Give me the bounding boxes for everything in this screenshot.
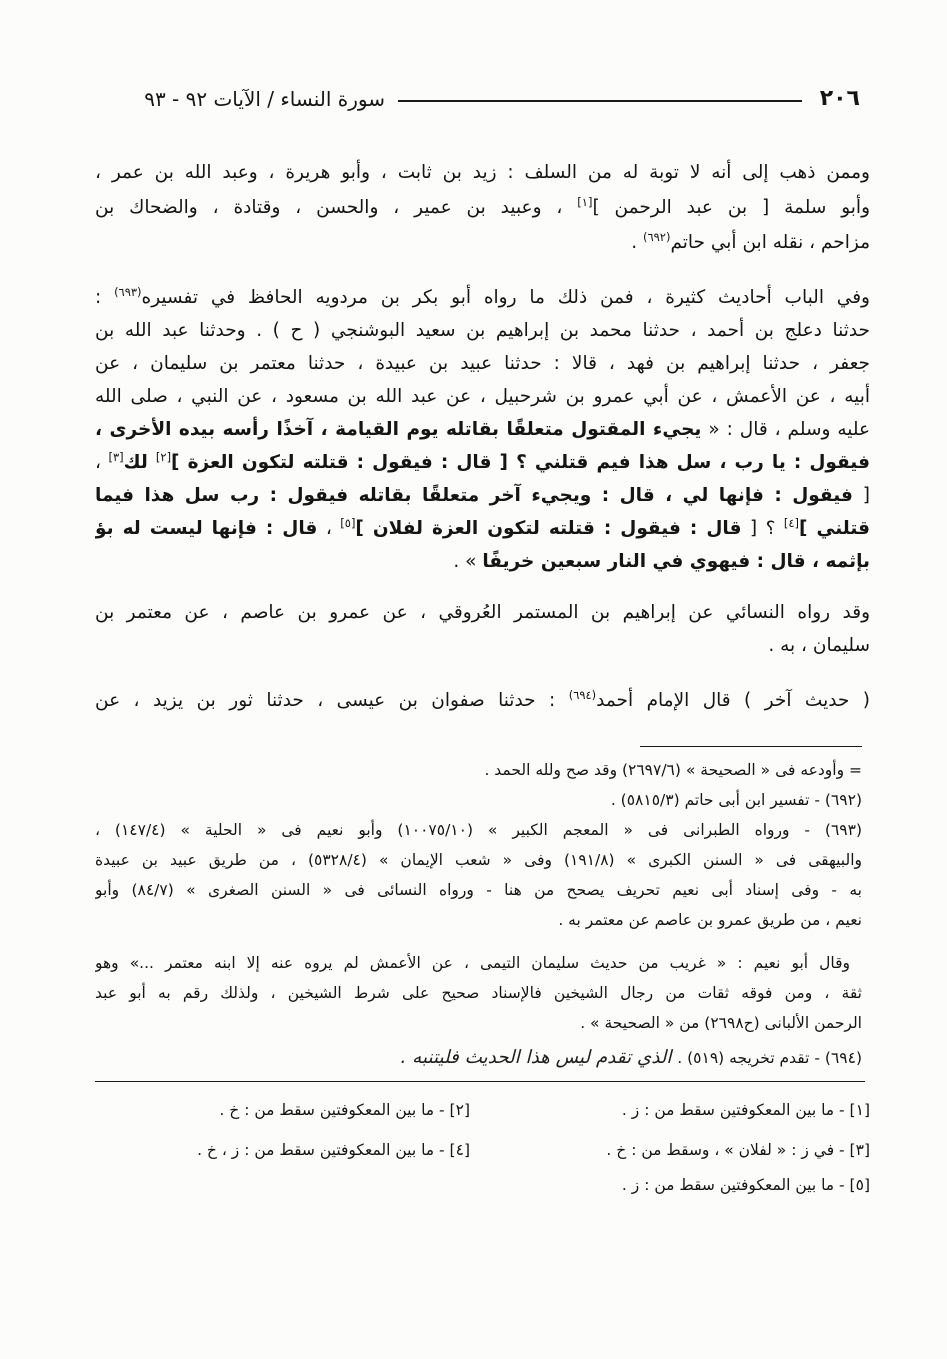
hadith-text: يجيء المقتول متعلقًا بقاتله يوم القيامة ، آخذًا رأسه بيده الأخرى ، xyxy=(95,419,702,440)
footnote-693-line: والبيهقى فى « السنن الكبرى » (١٩١/٨) وفى « شعب الإيمان » (٥٣٢٨/٤) ، من طريق عبيد بن عبيدة xyxy=(95,851,862,869)
body-line xyxy=(95,413,870,446)
line-text: وفي الباب أحاديث كثيرة ، فمن ذلك ما رواه أبو بكر بن مردويه الحافظ في تفسيره xyxy=(141,287,870,308)
footnote-ref: (٦٩٤) xyxy=(568,688,597,703)
footnote-ref: (٦٩٢) xyxy=(643,230,671,245)
body-line xyxy=(95,314,870,347)
line-text: جعفر ، حدثنا إبراهيم بن فهد ، قالا : حدثنا عبيد بن عبيدة ، حدثنا معتمر بن سليمان ، عن xyxy=(95,353,870,374)
line-text: عليه وسلم ، قال : « xyxy=(701,419,870,440)
line-text: [ xyxy=(852,485,870,506)
line-text: : xyxy=(95,287,115,308)
body-line xyxy=(95,684,870,717)
variant-note-3: [٣] - في ز : « لفلان » ، وسقط من : خ . xyxy=(606,1141,870,1159)
line-text: وأبو سلمة [ بن عبد الرحمن ] xyxy=(592,197,870,218)
line-text: ، xyxy=(95,452,109,473)
body-line xyxy=(95,479,870,512)
line-text: ؟ [ xyxy=(741,518,784,539)
footnote-693-line: الرحمن الألبانى (ح٢٦٩٨) من « الصحيحة » . xyxy=(580,1014,862,1032)
footnote-line: = وأودعه فى « الصحيحة » (٢٦٩٧/٦) وقد صح ولله الحمد . xyxy=(484,761,862,779)
paragraph-3 xyxy=(95,596,870,662)
hadith-text: قال : فإنها ليست له بؤ xyxy=(95,518,318,539)
footnote-693-line: به - وفى إسناد أبى نعيم تحريف يصحح من هنا - ورواه النسائى فى « السنن الصغرى » (٨٤/٧) وأبو xyxy=(95,881,862,899)
variant-note-2: [٢] - ما بين المعكوفتين سقط من : خ . xyxy=(219,1101,470,1119)
footnote-693-line: (٦٩٣) - ورواه الطبرانى فى « المعجم الكبير » (١٠٠٧٥/١٠) وأبو نعيم فى « الحلية » (١٤٧/٤) ، xyxy=(95,821,862,839)
footnote-694 xyxy=(95,1043,862,1073)
line-text: وقد رواه النسائي عن إبراهيم بن المستمر العُروقي ، عن عمرو بن عاصم ، عن معتمر بن xyxy=(95,602,870,623)
footnote-693-line: ثقة ، ومن فوقه ثقات من رجال الشيخين فالإسناد صحيح على شرط الشيخين ، ولذلك رقم به أبو عبد xyxy=(95,984,862,1002)
hadith-text: قال : فيقول : قتلته لتكون العزة لفلان ] xyxy=(355,518,742,539)
body-line xyxy=(95,190,870,225)
body-line xyxy=(95,225,870,260)
body-line xyxy=(95,380,870,413)
paragraph-4 xyxy=(95,684,870,717)
body-line xyxy=(95,155,870,190)
hadith-text: فيقول : يا رب ، سل هذا فيم قتلني ؟ [ قال : فيقول : قتلته لتكون العزة ] xyxy=(171,452,870,473)
paragraph-2 xyxy=(95,281,870,578)
handwritten-note: الذي تقدم ليس هذا الحديث فليتنبه . xyxy=(400,1047,678,1068)
page-number: ٢٠٦ xyxy=(819,86,860,111)
hadith-text: لك xyxy=(123,452,156,473)
body-line xyxy=(95,347,870,380)
hadith-text: فيقول : فإنها لي ، قال : ويجيء آخر متعلقًا بقاتله فيقول : رب سل هذا فيما xyxy=(95,485,853,506)
variant-note-4: [٤] - ما بين المعكوفتين سقط من : ز ، خ . xyxy=(197,1141,470,1159)
body-line xyxy=(95,545,870,578)
line-text: : حدثنا صفوان بن عيسى ، حدثنا ثور بن يزيد ، عن xyxy=(95,690,569,711)
body-line xyxy=(95,512,870,545)
body-line xyxy=(95,596,870,629)
line-text: ، xyxy=(317,518,341,539)
hadith-text: بإثمه ، قال : فيهوي في النار سبعين خريفًا xyxy=(482,551,870,572)
hadith-text: قتلني ] xyxy=(799,518,870,539)
variant-note-1: [١] - ما بين المعكوفتين سقط من : ز . xyxy=(621,1101,870,1119)
line-text: حدثنا دعلج بن أحمد ، حدثنا محمد بن إبراهيم بن سعيد البوشنجي ( ح ) . وحدثنا عبد الله بن xyxy=(95,320,870,341)
header-rule xyxy=(398,100,802,102)
variant-ref: [٣] xyxy=(108,450,124,465)
body-line xyxy=(95,629,870,662)
variant-note-5: [٥] - ما بين المعكوفتين سقط من : ز . xyxy=(621,1176,870,1194)
footnote-ref: (٦٩٣) xyxy=(114,285,142,300)
body-line xyxy=(95,281,870,314)
variant-ref: [٥] xyxy=(340,516,356,531)
footnotes xyxy=(95,755,862,1073)
running-title: سورة النساء / الآيات ٩٢ - ٩٣ xyxy=(144,87,385,111)
footnote-694-text: (٦٩٤) - تقدم تخريجه (٥١٩) . xyxy=(677,1049,862,1067)
footnote-693-line: وقال أبو نعيم : « غريب من حديث سليمان التيمى ، عن الأعمش لم يروه عنه إلا ابنه معتمر ...» وهو xyxy=(95,954,850,972)
variant-notes-separator xyxy=(95,1081,865,1082)
line-text: ، وعبيد بن عمير ، والحسن ، وقتادة ، والضحاك بن xyxy=(95,197,578,218)
line-text: . xyxy=(631,232,643,253)
line-text: مزاحم ، نقله ابن أبي حاتم xyxy=(670,232,870,253)
line-text: أبيه ، عن الأعمش ، عن أبي عمرو بن شرحبيل ، عن عبد الله بن مسعود ، عن النبي ، صلى الله xyxy=(95,386,870,407)
footnote-separator xyxy=(640,746,862,747)
line-text: سليمان ، به . xyxy=(768,635,870,656)
line-text: » . xyxy=(453,551,483,572)
paragraph-1 xyxy=(95,155,870,260)
variant-ref: [١] xyxy=(577,195,593,210)
variant-ref: [٢] xyxy=(155,450,172,465)
footnote-692: (٦٩٢) - تفسير ابن أبى حاتم (٥٨١٥/٣) . xyxy=(610,791,862,809)
line-text: ( حديث آخر ) قال الإمام أحمد xyxy=(596,690,870,711)
variant-ref: [٤] xyxy=(783,516,800,531)
line-text: وممن ذهب إلى أنه لا توبة له من السلف : زيد بن ثابت ، وأبو هريرة ، وعبد الله بن عمر ، xyxy=(95,162,870,183)
body-line xyxy=(95,446,870,479)
footnote-693-line: نعيم ، من طريق عمرو بن عاصم عن معتمر به . xyxy=(558,911,862,929)
